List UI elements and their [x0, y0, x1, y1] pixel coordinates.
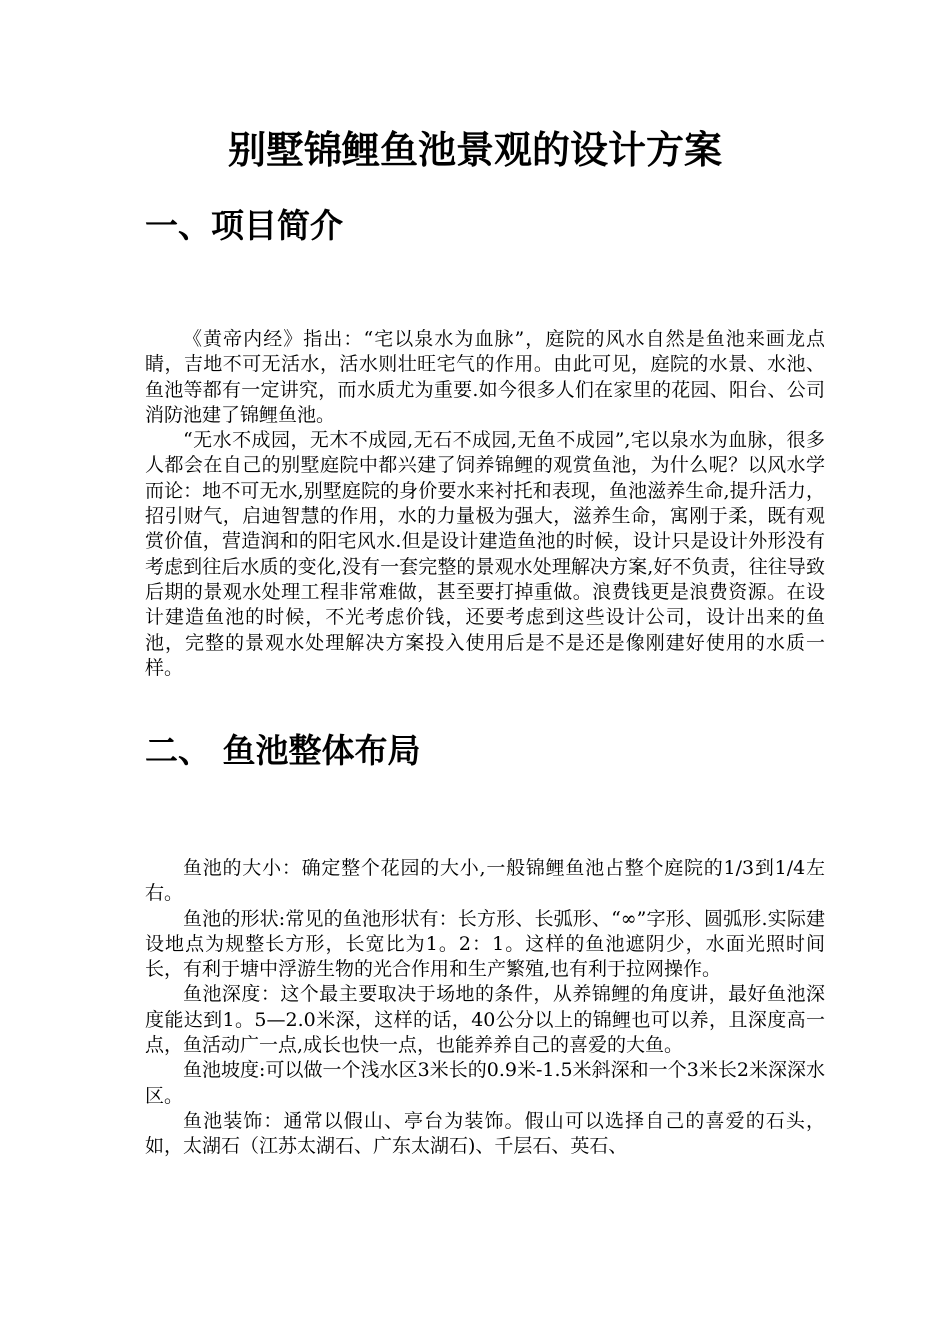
- section-body-project-intro: [145, 327, 825, 681]
- paragraph: 鱼池的大小：确定整个花园的大小,一般锦鲤鱼池占整个庭院的1/3到1/4左右。: [145, 857, 825, 905]
- document-title: 别墅锦鲤鱼池景观的设计方案: [227, 128, 722, 172]
- paragraph: 鱼池深度：这个最主要取决于场地的条件，从养锦鲤的角度讲，最好鱼池深度能达到1。5—2.0米深，这样的话，40公分以上的锦鲤也可以养，且深度高一点，鱼活动广一点,成长也快一点，也能养养自己的喜爱的大鱼。: [145, 983, 825, 1057]
- section-heading-project-intro: 一、项目简介: [145, 206, 343, 245]
- paragraph: 鱼池坡度:可以做一个浅水区3米长的0.9米-1.5米斜深和一个3米长2米深深水区。: [145, 1059, 825, 1107]
- paragraph: 鱼池装饰：通常以假山、亭台为装饰。假山可以选择自己的喜爱的石头，如，太湖石（江苏太湖石、广东太湖石)、千层石、英石、: [145, 1109, 825, 1158]
- paragraph: “无水不成园，无木不成园,无石不成园,无鱼不成园”,宅以泉水为血脉，很多人都会在自己的别墅庭院中都兴建了饲养锦鲤的观赏鱼池，为什么呢？以风水学而论：地不可无水,别墅庭院的身价要水来衬托和表现，鱼池滋养生命,提升活力，招引财气，启迪智慧的作用，水的力量极为强大，滋养生命，寓刚于柔，既有观赏价值，营造润和的阳宅风水.但是设计建造鱼池的时候，设计只是设计外形没有考虑到往后水质的变化,没有一套完整的景观水处理解决方案,好不负责，往往导致后期的景观水处理工程非常难做，甚至要打掉重做。浪费钱更是浪费资源。在设计建造鱼池的时候，不光考虑价钱，还要考虑到这些设计公司，设计出来的鱼池，完整的景观水处理解决方案投入使用后是不是还是像刚建好使用的水质一样。: [145, 429, 825, 679]
- paragraph: 鱼池的形状:常见的鱼池形状有：长方形、长弧形、“∞”字形、圆弧形.实际建设地点为规整长方形，长宽比为1。2：1。这样的鱼池遮阴少，水面光照时间长，有利于塘中浮游生物的光合作用和生产繁殖,也有利于拉网操作。: [145, 907, 825, 981]
- section-body-pond-layout: [145, 856, 825, 1160]
- paragraph: 《黄帝内经》指出：“宅以泉水为血脉”，庭院的风水自然是鱼池来画龙点睛，吉地不可无活水，活水则壮旺宅气的作用。由此可见，庭院的水景、水池、鱼池等都有一定讲究，而水质尤为重要.如今很多人们在家里的花园、阳台、公司消防池建了锦鲤鱼池。: [145, 328, 825, 426]
- section-heading-pond-layout: 二、 鱼池整体布局: [145, 731, 421, 770]
